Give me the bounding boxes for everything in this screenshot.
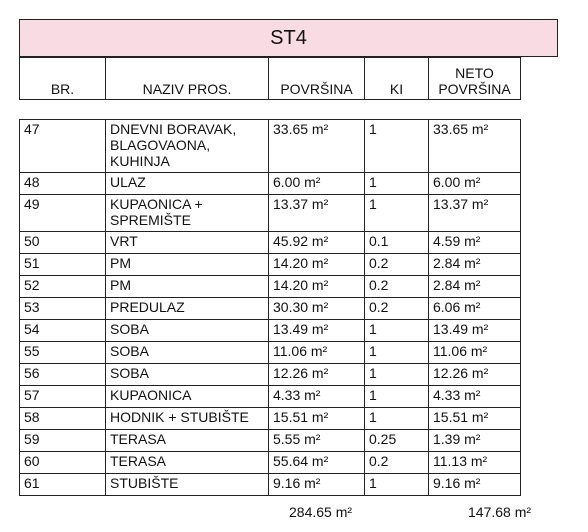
table-row [20, 298, 521, 320]
table-row [20, 120, 521, 173]
cell-naziv-line: SOBA [110, 343, 149, 359]
cell-br: 49 [20, 195, 106, 232]
cell-ki: 0.1 [365, 232, 429, 254]
cell-br: 52 [20, 276, 106, 298]
cell-povrsina: 11.06 m² [269, 342, 365, 364]
cell-br: 47 [20, 120, 106, 173]
cell-neto: 4.33 m² [429, 386, 521, 408]
table-row [20, 195, 521, 232]
table-row [20, 430, 521, 452]
cell-naziv [106, 364, 269, 386]
cell-br: 48 [20, 173, 106, 195]
total-neto: 147.68 m² [468, 504, 532, 520]
cell-ki: 0.2 [365, 452, 429, 474]
cell-povrsina: 33.65 m² [269, 120, 365, 173]
table-row [20, 320, 521, 342]
table-row [20, 408, 521, 430]
cell-neto: 15.51 m² [429, 408, 521, 430]
cell-povrsina: 13.49 m² [269, 320, 365, 342]
cell-br: 61 [20, 474, 106, 496]
cell-br: 55 [20, 342, 106, 364]
cell-neto: 11.06 m² [429, 342, 521, 364]
cell-povrsina: 9.16 m² [269, 474, 365, 496]
header-row [20, 58, 521, 100]
cell-povrsina: 12.26 m² [269, 364, 365, 386]
cell-ki: 0.25 [365, 430, 429, 452]
cell-ki: 1 [365, 320, 429, 342]
header-neto-line1: NETO [455, 65, 494, 81]
cell-neto: 2.84 m² [429, 254, 521, 276]
rooms-table [19, 119, 521, 496]
cell-neto: 2.84 m² [429, 276, 521, 298]
cell-naziv-line: VRT [110, 233, 138, 249]
cell-povrsina: 6.00 m² [269, 173, 365, 195]
cell-ki: 0.2 [365, 254, 429, 276]
cell-br: 54 [20, 320, 106, 342]
cell-naziv-line: KUPAONICA + [110, 196, 203, 212]
header-ki: KI [365, 58, 429, 100]
cell-ki: 1 [365, 364, 429, 386]
table-row [20, 452, 521, 474]
cell-br: 51 [20, 254, 106, 276]
table-row [20, 232, 521, 254]
cell-neto: 13.49 m² [429, 320, 521, 342]
cell-neto: 4.59 m² [429, 232, 521, 254]
cell-neto: 33.65 m² [429, 120, 521, 173]
cell-povrsina: 5.55 m² [269, 430, 365, 452]
cell-neto: 6.00 m² [429, 173, 521, 195]
cell-neto: 13.37 m² [429, 195, 521, 232]
cell-povrsina: 15.51 m² [269, 408, 365, 430]
header-br: BR. [20, 58, 106, 100]
cell-naziv-line: SOBA [110, 365, 149, 381]
rooms-body [20, 120, 521, 496]
cell-naziv [106, 195, 269, 232]
cell-naziv-line: STUBIŠTE [110, 475, 179, 491]
cell-naziv-line: SPREMIŠTE [110, 212, 191, 228]
table-row [20, 173, 521, 195]
table-row [20, 474, 521, 496]
cell-naziv-line: PM [110, 255, 131, 271]
cell-naziv [106, 276, 269, 298]
cell-povrsina: 30.30 m² [269, 298, 365, 320]
cell-neto: 6.06 m² [429, 298, 521, 320]
cell-ki: 1 [365, 474, 429, 496]
cell-naziv-line: PM [110, 277, 131, 293]
table-row [20, 276, 521, 298]
cell-naziv-line: TERASA [110, 453, 167, 469]
cell-naziv [106, 120, 269, 173]
cell-povrsina: 14.20 m² [269, 254, 365, 276]
cell-ki: 0.2 [365, 276, 429, 298]
table-row [20, 342, 521, 364]
cell-naziv-line: TERASA [110, 431, 167, 447]
cell-povrsina: 13.37 m² [269, 195, 365, 232]
cell-povrsina: 4.33 m² [269, 386, 365, 408]
cell-naziv [106, 386, 269, 408]
cell-ki: 1 [365, 408, 429, 430]
cell-neto: 1.39 m² [429, 430, 521, 452]
cell-naziv-line: HODNIK + STUBIŠTE [110, 409, 249, 425]
header-neto-line2: POVRŠINA [438, 81, 511, 97]
cell-ki: 1 [365, 173, 429, 195]
cell-naziv-line: PREDULAZ [110, 299, 185, 315]
cell-br: 59 [20, 430, 106, 452]
table-row [20, 364, 521, 386]
cell-naziv [106, 452, 269, 474]
cell-povrsina: 14.20 m² [269, 276, 365, 298]
table-row [20, 254, 521, 276]
cell-naziv-line: DNEVNI BORAVAK, [110, 121, 237, 137]
cell-naziv [106, 320, 269, 342]
cell-ki: 1 [365, 120, 429, 173]
cell-br: 58 [20, 408, 106, 430]
table-row [20, 386, 521, 408]
cell-povrsina: 45.92 m² [269, 232, 365, 254]
cell-naziv-line: ULAZ [110, 174, 146, 190]
cell-br: 50 [20, 232, 106, 254]
cell-naziv-line: BLAGOVAONA, [110, 137, 211, 153]
cell-naziv [106, 342, 269, 364]
cell-naziv-line: SOBA [110, 321, 149, 337]
cell-ki: 1 [365, 386, 429, 408]
cell-neto: 9.16 m² [429, 474, 521, 496]
cell-naziv-line: KUPAONICA [110, 387, 192, 403]
cell-naziv [106, 254, 269, 276]
cell-naziv [106, 408, 269, 430]
cell-naziv-line: KUHINJA [110, 153, 170, 169]
cell-naziv [106, 173, 269, 195]
unit-title: ST4 [19, 19, 558, 57]
cell-naziv [106, 430, 269, 452]
cell-povrsina: 55.64 m² [269, 452, 365, 474]
cell-naziv [106, 298, 269, 320]
cell-ki: 0.2 [365, 298, 429, 320]
cell-br: 56 [20, 364, 106, 386]
cell-br: 53 [20, 298, 106, 320]
cell-ki: 1 [365, 195, 429, 232]
cell-br: 57 [20, 386, 106, 408]
cell-br: 60 [20, 452, 106, 474]
cell-neto: 12.26 m² [429, 364, 521, 386]
cell-neto: 11.13 m² [429, 452, 521, 474]
cell-naziv [106, 474, 269, 496]
header-povrsina: POVRŠINA [269, 58, 365, 100]
header-naziv: NAZIV PROS. [106, 58, 269, 100]
cell-ki: 1 [365, 342, 429, 364]
cell-naziv [106, 232, 269, 254]
header-table [19, 57, 521, 100]
total-povrsina: 284.65 m² [289, 504, 353, 520]
header-neto [429, 58, 521, 100]
